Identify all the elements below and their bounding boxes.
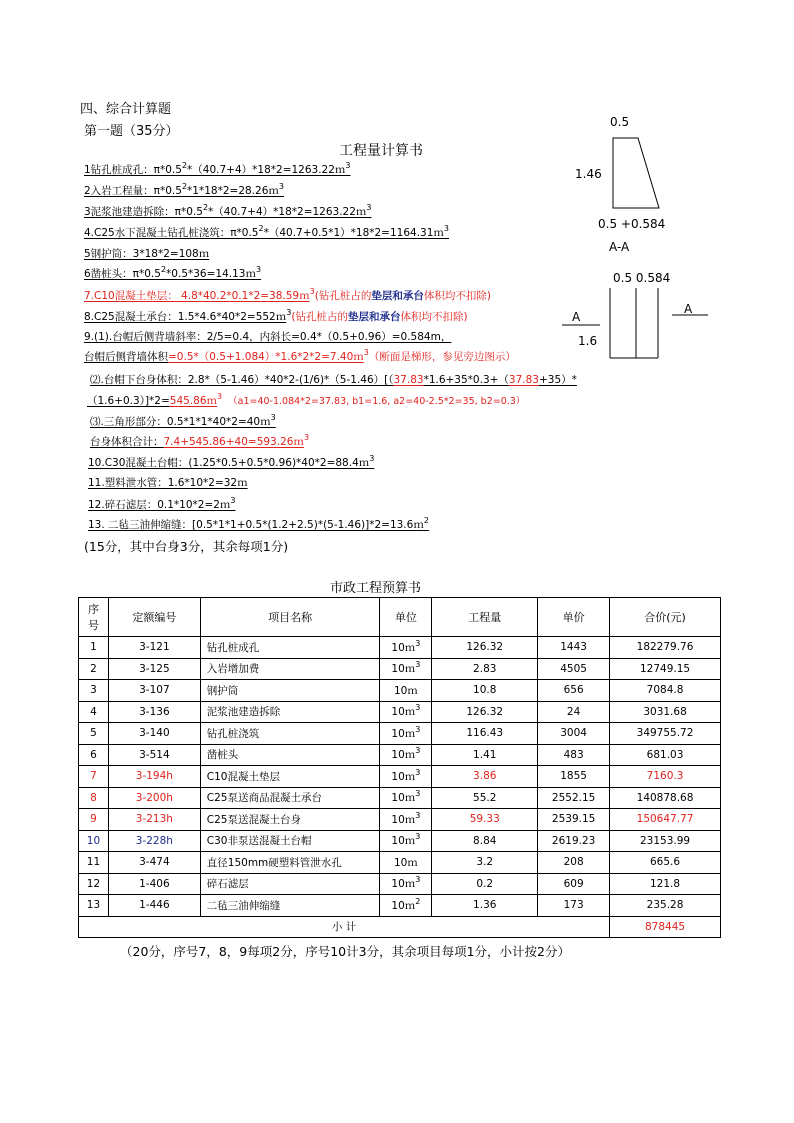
cell-price: 208 (538, 852, 610, 874)
cell-unit: 10ｍ$^2$ (380, 895, 432, 917)
table-row (79, 895, 721, 917)
table-row (79, 873, 721, 895)
cell-no: 1 (79, 637, 109, 659)
diagram-section-label: A-A (609, 240, 630, 254)
cell-qty: 2.83 (432, 658, 538, 680)
cell-price: 483 (538, 744, 610, 766)
header-total: 合价(元) (610, 598, 721, 637)
cell-qty: 8.84 (432, 830, 538, 852)
cell-qty: 1.36 (432, 895, 538, 917)
cell-name: 入岩增加费 (200, 658, 380, 680)
cell-name: 钻孔桩成孔 (200, 637, 380, 659)
cell-unit: 10ｍ (380, 680, 432, 702)
calc-line-9b: 台帽后侧背墙体积=0.5*（0.5+1.084）*1.6*2*2=7.40ｍ$^3$（断面是梯形，参见旁边图示） (84, 348, 516, 363)
cell-qty: 10.8 (432, 680, 538, 702)
cell-total: 681.03 (610, 744, 721, 766)
header-qty: 工程量 (432, 598, 538, 637)
score-note-1: (15分，其中台身3分，其余每项1分) (84, 539, 289, 554)
table-row (79, 787, 721, 809)
header-unit: 单位 (380, 598, 432, 637)
cell-qty: 59.33 (432, 809, 538, 831)
budget-table (78, 597, 721, 938)
calc-line-11: ⑶.三角形部分：0.5*1*1*40*2=40ｍ$^3$ (90, 413, 276, 428)
calc-line-8: 8.C25混凝土承台：1.5*4.6*40*2=552ｍ$^3$(钻孔桩占的垫层和承台体积均不扣除) (84, 308, 468, 323)
header-price: 单价 (538, 598, 610, 637)
cell-code: 3-107 (108, 680, 200, 702)
calc-line-2: 2入岩工程量：$\pi*0.5^2*1*18*2=28.26m^3$ (84, 182, 284, 197)
cell-name: 碎石滤层 (200, 873, 380, 895)
header-no (79, 598, 109, 637)
subtotal-label: 小 计 (79, 916, 610, 938)
calc-line-3: 3泥浆池建造拆除：$\pi*0.5^2*(40.7+4)*18*2=1263.22m^3$ (84, 203, 372, 218)
cell-qty: 126.32 (432, 637, 538, 659)
table-row (79, 723, 721, 745)
cell-unit: 10ｍ$^3$ (380, 766, 432, 788)
cell-name: 直径150mm硬塑料管泄水孔 (200, 852, 380, 874)
cell-qty: 126.32 (432, 701, 538, 723)
cell-code: 3-200h (108, 787, 200, 809)
cell-code: 3-194h (108, 766, 200, 788)
cell-qty: 55.2 (432, 787, 538, 809)
cell-no: 2 (79, 658, 109, 680)
elevation-drawing (560, 280, 720, 365)
table-row (79, 744, 721, 766)
cell-unit: 10ｍ (380, 852, 432, 874)
calc-line-15: 12.碎石滤层：0.1*10*2=2ｍ$^3$ (88, 496, 236, 511)
cell-code: 1-446 (108, 895, 200, 917)
cell-price: 2619.23 (538, 830, 610, 852)
cell-price: 656 (538, 680, 610, 702)
cell-no: 6 (79, 744, 109, 766)
table-row (79, 680, 721, 702)
cell-no: 10 (79, 830, 109, 852)
cell-name: 泥浆池建造拆除 (200, 701, 380, 723)
header-name: 项目名称 (200, 598, 380, 637)
cell-no: 5 (79, 723, 109, 745)
cell-total: 349755.72 (610, 723, 721, 745)
cell-code: 3-474 (108, 852, 200, 874)
diagram-label-bottom: 0.5 +0.584 (598, 217, 666, 231)
cell-price: 24 (538, 701, 610, 723)
table-row (79, 852, 721, 874)
cell-total: 121.8 (610, 873, 721, 895)
cell-no: 8 (79, 787, 109, 809)
cell-price: 2552.15 (538, 787, 610, 809)
calc-line-13: 10.C30混凝土台帽：(1.25*0.5+0.5*0.96)*40*2=88.4ｍ$^3$ (88, 454, 375, 469)
cell-unit: 10ｍ$^3$ (380, 787, 432, 809)
cell-name: C30非泵送混凝土台帽 (200, 830, 380, 852)
cell-unit: 10ｍ$^3$ (380, 809, 432, 831)
cell-total: 235.28 (610, 895, 721, 917)
budget-table-header (79, 598, 721, 637)
cell-unit: 10ｍ$^3$ (380, 830, 432, 852)
calc-line-7: 7.C10混凝土垫层： 4.8*40.2*0.1*2=38.59ｍ$^3$(钻孔桩占的垫层和承台体积均不扣除) (84, 287, 491, 302)
cell-qty: 0.2 (432, 873, 538, 895)
cell-no: 13 (79, 895, 109, 917)
cell-code: 3-213h (108, 809, 200, 831)
cell-code: 3-125 (108, 658, 200, 680)
cell-no: 9 (79, 809, 109, 831)
cell-unit: 10ｍ$^3$ (380, 873, 432, 895)
header-code: 定额编号 (108, 598, 200, 637)
cell-code: 3-136 (108, 701, 200, 723)
cell-total: 140878.68 (610, 787, 721, 809)
diagram-cut-a-right: A (684, 302, 693, 316)
question-title: 第一题（35分） (84, 124, 179, 139)
cell-no: 3 (79, 680, 109, 702)
cell-name: 钢护筒 (200, 680, 380, 702)
cell-price: 173 (538, 895, 610, 917)
cell-price: 1855 (538, 766, 610, 788)
cell-total: 3031.68 (610, 701, 721, 723)
section-title: 四、综合计算题 (80, 102, 172, 117)
cell-total: 150647.77 (610, 809, 721, 831)
calc-line-12: 台身体积合计：7.4+545.86+40=593.26ｍ$^3$ (90, 433, 310, 448)
table-row (79, 701, 721, 723)
cell-qty: 3.86 (432, 766, 538, 788)
calc-line-10a: ⑵.台帽下台身体积：2.8*（5-1.46）*40*2-(1/6)*（5-1.46）[（37.83*1.6+35*0.3+（37.83+35）* (90, 374, 577, 386)
cell-name: 凿桩头 (200, 744, 380, 766)
cell-name: 钻孔桩浇筑 (200, 723, 380, 745)
cell-price: 2539.15 (538, 809, 610, 831)
calc-line-16: 13. 二毡三油伸缩缝：[0.5*1*1+0.5*(1.2+2.5)*(5-1.46)]*2=13.6ｍ$^2$ (88, 516, 429, 531)
cell-code: 3-514 (108, 744, 200, 766)
diagram-label-top2: 0.5 0.584 (613, 271, 671, 285)
table-row (79, 658, 721, 680)
table-row (79, 809, 721, 831)
trapezoid-section-drawing (600, 130, 670, 220)
calc-line-6: 6凿桩头：$\pi*0.5^2*0.5*36=14.13m^3$ (84, 265, 262, 280)
calc-line-9: 9.(1).台帽后侧背墙斜率：2/5=0.4，内斜长=0.4*（0.5+0.96）=0.584m， (84, 331, 452, 343)
cell-price: 4505 (538, 658, 610, 680)
cell-no: 7 (79, 766, 109, 788)
cell-qty: 1.41 (432, 744, 538, 766)
cell-unit: 10ｍ$^3$ (380, 701, 432, 723)
cell-qty: 116.43 (432, 723, 538, 745)
calc-line-10b: （1.6+0.3）]*2=545.86ｍ$^3$ （a1=40-1.084*2=37.83, b1=1.6, a2=40-2.5*2=35, b2=0.3） (87, 392, 526, 407)
cell-code: 1-406 (108, 873, 200, 895)
cell-unit: 10ｍ$^3$ (380, 658, 432, 680)
subtotal-value: 878445 (610, 916, 721, 938)
cell-no: 11 (79, 852, 109, 874)
diagram-label-top: 0.5 (610, 115, 630, 129)
cell-name: 二毡三油伸缩缝 (200, 895, 380, 917)
cell-total: 23153.99 (610, 830, 721, 852)
budget-title: 市政工程预算书 (330, 581, 422, 596)
score-note-2: （20分，序号7，8，9每项2分，序号10计3分，其余项目每项1分，小计按2分） (120, 944, 570, 959)
diagram-label-left: 1.46 (575, 167, 602, 181)
cell-price: 3004 (538, 723, 610, 745)
header-no-text: 序 号 (87, 603, 99, 632)
cell-name: C25泵送混凝土台身 (200, 809, 380, 831)
cell-name: C10混凝土垫层 (200, 766, 380, 788)
cell-total: 7160.3 (610, 766, 721, 788)
cell-price: 609 (538, 873, 610, 895)
cell-total: 665.6 (610, 852, 721, 874)
cell-unit: 10ｍ$^3$ (380, 637, 432, 659)
cell-no: 12 (79, 873, 109, 895)
cell-unit: 10ｍ$^3$ (380, 723, 432, 745)
calc-line-5: 5钢护筒：3*18*2=108ｍ (84, 248, 210, 260)
cell-total: 182279.76 (610, 637, 721, 659)
cell-code: 3-228h (108, 830, 200, 852)
subtotal-row (79, 916, 721, 938)
calc-line-1: 1钻孔桩成孔：$\pi*0.5^2*(40.7+4)*18*2=1263.22m^3$ (84, 161, 351, 176)
cell-total: 12749.15 (610, 658, 721, 680)
cell-code: 3-121 (108, 637, 200, 659)
table-row (79, 830, 721, 852)
cell-no: 4 (79, 701, 109, 723)
diagram-label-height2: 1.6 (578, 334, 598, 348)
cell-unit: 10ｍ$^3$ (380, 744, 432, 766)
cell-name: C25泵送商品混凝土承台 (200, 787, 380, 809)
table-row (79, 766, 721, 788)
calc-line-4: 4.C25水下混凝土钻孔桩浇筑：$\pi*0.5^2*(40.7+0.5*1)*18*2=1164.31m^3$ (84, 224, 449, 239)
calc-book-title: 工程量计算书 (339, 143, 423, 159)
calc-line-14: 11.塑料泄水管：1.6*10*2=32ｍ (88, 477, 248, 489)
table-row (79, 637, 721, 659)
diagram-cut-a-left: A (572, 310, 581, 324)
cell-code: 3-140 (108, 723, 200, 745)
cell-qty: 3.2 (432, 852, 538, 874)
cell-total: 7084.8 (610, 680, 721, 702)
cell-price: 1443 (538, 637, 610, 659)
